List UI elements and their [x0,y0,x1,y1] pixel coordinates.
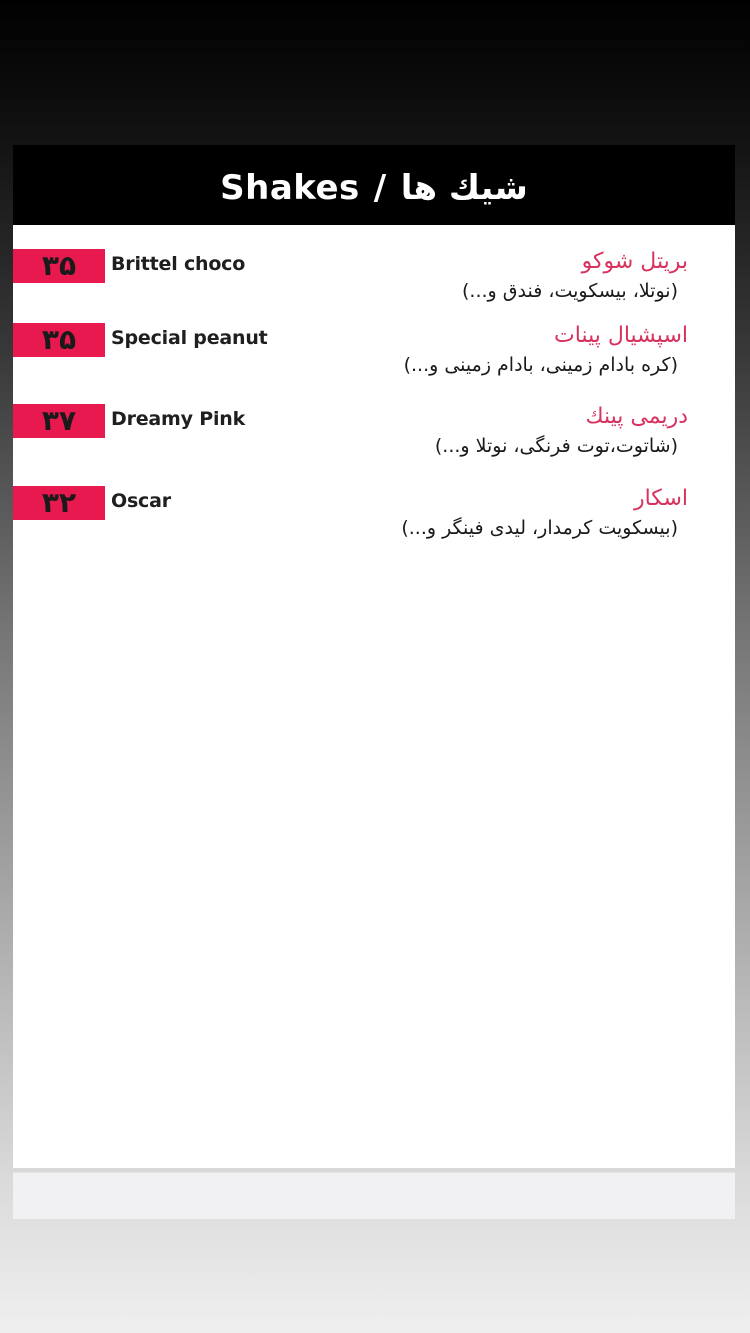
item-name-fa: دریمی پینك [585,404,688,429]
menu-item [13,249,735,329]
menu-title-fa: شیك ها [400,168,528,208]
item-description: (نوتلا، بیسکویت، فندق و...) [462,280,678,302]
menu-title-en: Shakes [220,168,360,208]
item-name-fa: اسپشیال پینات [554,323,688,348]
menu-item [13,404,735,484]
card-footer-strip [13,1172,735,1219]
item-name-en: Brittel choco [111,253,246,275]
item-name-en: Dreamy Pink [111,408,246,430]
item-name-fa: اسکار [633,486,688,511]
menu-card [13,145,735,1168]
price-tag: ۳۷ [13,404,105,438]
item-name-fa: بریتل شوکو [581,249,688,274]
menu-item [13,323,735,403]
item-description: (بیسکویت کرمدار، لیدی فینگر و...) [401,517,678,539]
item-description: (شاتوت،توت فرنگی، نوتلا و...) [434,435,678,457]
menu-title-separator: / [373,168,387,208]
item-name-en: Oscar [111,490,171,512]
menu-title [220,168,528,208]
price-tag: ۳۲ [13,486,105,520]
menu-header [13,145,735,225]
item-name-en: Special peanut [111,327,268,349]
item-description: (کره بادام زمینی، بادام زمینی و...) [403,354,678,376]
price-tag: ۳۵ [13,323,105,357]
menu-item [13,486,735,566]
price-tag: ۳۵ [13,249,105,283]
